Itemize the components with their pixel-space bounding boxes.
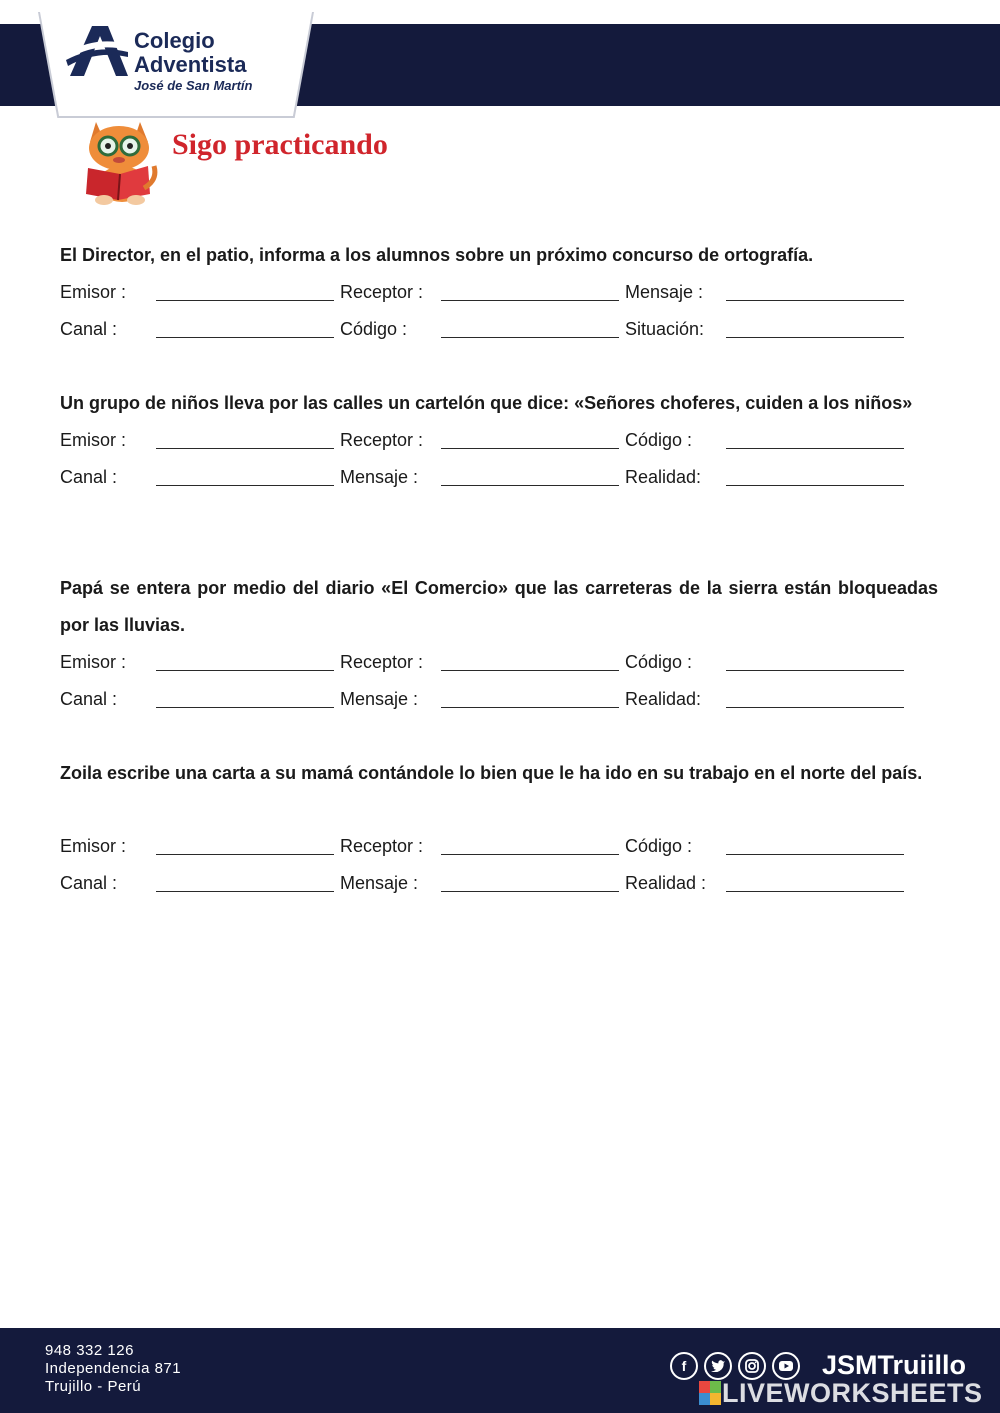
field-label: Código :: [625, 652, 693, 672]
answer-row: [60, 422, 938, 459]
section-title: Sigo practicando: [172, 128, 388, 161]
answer-blank[interactable]: [726, 300, 904, 301]
youtube-icon[interactable]: [772, 1352, 800, 1380]
field-label: Emisor :: [60, 836, 127, 856]
exercise-2: [60, 385, 938, 496]
answer-blank[interactable]: [441, 337, 619, 338]
social-handle: JSMTruiillo: [822, 1350, 967, 1380]
field-label: Receptor :: [340, 430, 424, 450]
footer-contact: [45, 1342, 181, 1396]
field-label: Emisor :: [60, 430, 127, 450]
answer-blank[interactable]: [726, 707, 904, 708]
field-label: Emisor :: [60, 652, 127, 672]
answer-blank[interactable]: [726, 891, 904, 892]
answer-blank[interactable]: [726, 448, 904, 449]
school-logo-icon: [66, 22, 130, 78]
social-icons: [670, 1352, 800, 1380]
answer-blank[interactable]: [441, 300, 619, 301]
answer-blank[interactable]: [441, 485, 619, 486]
field-label: Mensaje :: [625, 282, 704, 302]
field-label: Receptor :: [340, 652, 424, 672]
facebook-icon[interactable]: f: [670, 1352, 698, 1380]
answer-row: [60, 311, 938, 348]
field-label: Situación:: [625, 319, 705, 339]
field-label: Canal :: [60, 689, 118, 709]
field-label: Mensaje :: [340, 873, 419, 893]
field-label: Mensaje :: [340, 467, 419, 487]
answer-blank[interactable]: [441, 854, 619, 855]
answer-blank[interactable]: [156, 448, 334, 449]
exercise-prompt: Zoila escribe una carta a su mamá contándole lo bien que le ha ido en su trabajo en el norte del país.: [60, 763, 923, 783]
answer-row: [60, 865, 938, 902]
exercise-prompt: El Director, en el patio, informa a los alumnos sobre un próximo concurso de ortografía.: [60, 245, 814, 265]
answer-blank[interactable]: [156, 707, 334, 708]
answer-blank[interactable]: [156, 891, 334, 892]
field-label: Emisor :: [60, 282, 127, 302]
answer-blank[interactable]: [156, 854, 334, 855]
answer-blank[interactable]: [726, 485, 904, 486]
answer-blank[interactable]: [726, 337, 904, 338]
logo-text-adventista: Adventista: [134, 52, 247, 77]
field-label: Código :: [625, 430, 693, 450]
answer-blank[interactable]: [441, 707, 619, 708]
logo-text-school-name: José de San Martín: [134, 78, 253, 93]
answer-row: [60, 681, 938, 718]
field-label: Realidad :: [625, 873, 707, 893]
answer-blank[interactable]: [156, 300, 334, 301]
field-label: Código :: [625, 836, 693, 856]
instagram-icon[interactable]: [738, 1352, 766, 1380]
footer-phone: 948 332 126: [45, 1342, 134, 1359]
footer-address: Independencia 871: [45, 1360, 182, 1377]
logo-text-colegio: Colegio: [134, 28, 215, 53]
answer-blank[interactable]: [726, 854, 904, 855]
liveworksheets-badge-icon: [699, 1381, 721, 1405]
exercise-3: [60, 570, 938, 718]
answer-blank[interactable]: [441, 670, 619, 671]
answer-row: [60, 644, 938, 681]
answer-blank[interactable]: [156, 337, 334, 338]
answer-row: [60, 828, 938, 865]
answer-blank[interactable]: [156, 670, 334, 671]
field-label: Realidad:: [625, 689, 702, 709]
field-label: Receptor :: [340, 836, 424, 856]
footer-city: Trujillo - Perú: [45, 1378, 142, 1395]
exercise-1: [60, 237, 938, 348]
liveworksheets-watermark: LIVEWORKSHEETS: [722, 1378, 983, 1408]
twitter-icon[interactable]: [704, 1352, 732, 1380]
answer-blank[interactable]: [441, 448, 619, 449]
answer-blank[interactable]: [156, 485, 334, 486]
exercise-4: [60, 755, 938, 902]
field-label: Mensaje :: [340, 689, 419, 709]
exercise-prompt: Papá se entera por medio del diario «El Comercio» que las carreteras de la sierra están bloqueadas por las lluvias.: [60, 578, 938, 635]
answer-blank[interactable]: [726, 670, 904, 671]
answer-blank[interactable]: [441, 891, 619, 892]
spacer: [60, 792, 938, 828]
field-label: Código :: [340, 319, 408, 339]
field-label: Canal :: [60, 319, 118, 339]
answer-row: [60, 274, 938, 311]
reading-cat-icon: [78, 114, 160, 206]
exercise-prompt: Un grupo de niños lleva por las calles un cartelón que dice: «Señores choferes, cuiden a los niños»: [60, 393, 913, 413]
answer-row: [60, 459, 938, 496]
field-label: Receptor :: [340, 282, 424, 302]
field-label: Canal :: [60, 873, 118, 893]
field-label: Canal :: [60, 467, 118, 487]
field-label: Realidad:: [625, 467, 702, 487]
